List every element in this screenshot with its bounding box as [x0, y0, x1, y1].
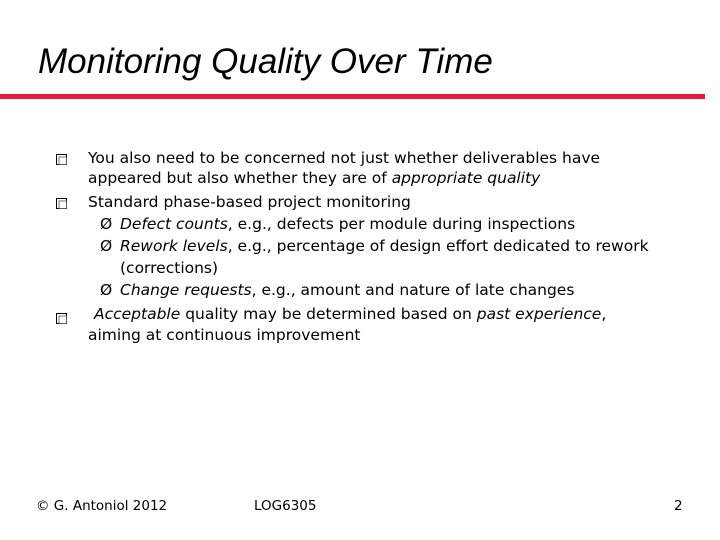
- bullet-1-line-2: [88, 168, 540, 189]
- title-underline: [0, 94, 705, 99]
- bullet-3-line-1: [94, 304, 606, 325]
- sub-bullet-rework-levels-continued: (corrections): [120, 259, 219, 277]
- square-bullet-icon: [56, 198, 67, 209]
- sub-bullet-3-emphasis: Change requests: [120, 281, 252, 299]
- sub-bullet-1-emphasis: Defect counts: [120, 215, 228, 233]
- arrow-bullet-icon: Ø: [100, 281, 113, 299]
- bullet-3-emphasis-a: Acceptable: [94, 305, 181, 323]
- arrow-bullet-icon: Ø: [100, 215, 113, 233]
- sub-bullet-1-text: , e.g., defects per module during inspections: [227, 215, 576, 233]
- slide-title: Monitoring Quality Over Time: [38, 42, 493, 81]
- bullet-2-line-1: Standard phase-based project monitoring: [88, 193, 411, 211]
- bullet-1-line-2-emphasis: appropriate quality: [391, 169, 541, 187]
- square-bullet-icon: [56, 313, 67, 324]
- sub-bullet-rework-levels: [120, 236, 649, 257]
- bullet-3-text-a: quality may be determined based on: [180, 305, 477, 323]
- sub-bullet-change-requests: [120, 280, 574, 301]
- bullet-1-line-2-text: appeared but also whether they are of: [88, 169, 392, 187]
- arrow-bullet-icon: Ø: [100, 237, 113, 255]
- square-bullet-icon: [56, 154, 67, 165]
- footer-course-code: LOG6305: [254, 498, 317, 514]
- sub-bullet-2-text: , e.g., percentage of design effort dedicated to rework: [227, 237, 649, 255]
- footer-copyright: © G. Antoniol 2012: [36, 498, 168, 514]
- bullet-3-text-b: ,: [601, 305, 607, 323]
- bullet-1-line-1: You also need to be concerned not just whether deliverables have: [88, 149, 601, 167]
- bullet-3-line-2: aiming at continuous improvement: [88, 326, 361, 344]
- sub-bullet-3-text: , e.g., amount and nature of late changes: [251, 281, 575, 299]
- sub-bullet-2-emphasis: Rework levels: [120, 237, 228, 255]
- footer-page-number: 2: [674, 498, 683, 514]
- bullet-3-emphasis-b: past experience: [476, 305, 602, 323]
- sub-bullet-defect-counts: [120, 214, 575, 235]
